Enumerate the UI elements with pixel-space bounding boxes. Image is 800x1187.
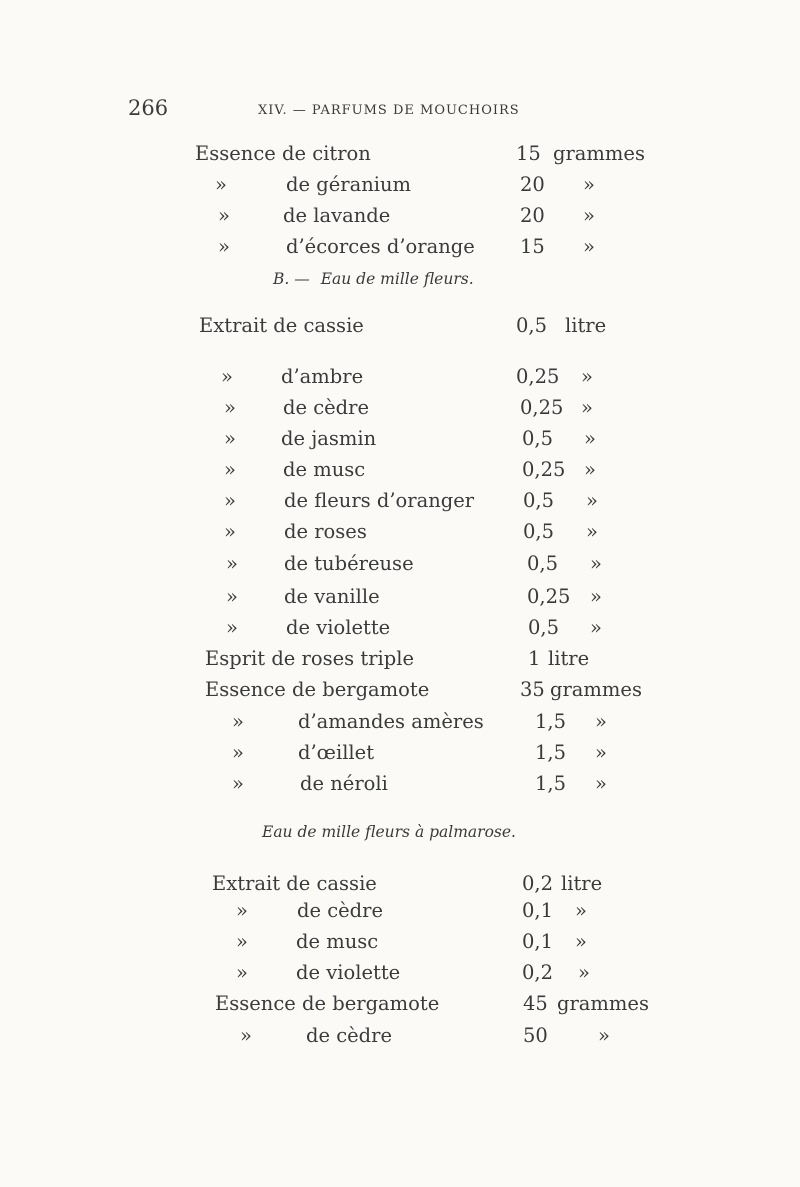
ingredient-quantity: 0,5 bbox=[522, 427, 554, 450]
ditto-mark: » bbox=[224, 396, 236, 419]
ingredient-quantity: 0,5 bbox=[523, 489, 555, 512]
ingredient-name: de néroli bbox=[300, 772, 388, 795]
ingredient-unit: » bbox=[595, 741, 607, 764]
ingredient-name: de cèdre bbox=[283, 396, 370, 419]
ingredient-quantity: 0,25 bbox=[527, 585, 571, 608]
ingredient-name: de fleurs d’oranger bbox=[284, 489, 475, 512]
ingredient-unit: » bbox=[583, 173, 595, 196]
ingredient-name: de géranium bbox=[286, 173, 412, 196]
ingredient-quantity: 0,2 bbox=[522, 961, 554, 984]
ingredient-name: de violette bbox=[286, 616, 391, 639]
ditto-mark: » bbox=[226, 552, 238, 575]
ingredient-unit: litre bbox=[565, 314, 607, 337]
ingredient-unit: grammes bbox=[550, 678, 642, 701]
ingredient-name: de violette bbox=[296, 961, 401, 984]
ingredient-unit: » bbox=[578, 961, 590, 984]
ingredient-name: de cèdre bbox=[306, 1024, 393, 1047]
ingredient-quantity: 0,25 bbox=[522, 458, 566, 481]
ingredient-unit: » bbox=[575, 899, 587, 922]
ingredient-unit: grammes bbox=[557, 992, 649, 1015]
section-heading-title: Eau de mille fleurs à palmarose. bbox=[262, 823, 516, 841]
ingredient-name: d’écorces d’orange bbox=[286, 235, 475, 258]
ditto-mark: » bbox=[236, 961, 248, 984]
ingredient-name: d’ambre bbox=[281, 365, 364, 388]
ingredient-quantity: 50 bbox=[523, 1024, 548, 1047]
ditto-mark: » bbox=[224, 458, 236, 481]
ingredient-name: de vanille bbox=[284, 585, 380, 608]
ingredient-name: de cèdre bbox=[297, 899, 384, 922]
ingredient-name: Essence de bergamote bbox=[205, 678, 430, 701]
ditto-mark: » bbox=[224, 489, 236, 512]
ditto-mark: » bbox=[224, 520, 236, 543]
ingredient-quantity: 45 bbox=[523, 992, 548, 1015]
ingredient-unit: » bbox=[583, 204, 595, 227]
ingredient-name: Extrait de cassie bbox=[212, 872, 377, 895]
ingredient-quantity: 1,5 bbox=[535, 741, 567, 764]
ingredient-quantity: 0,5 bbox=[516, 314, 548, 337]
ingredient-unit: » bbox=[590, 616, 602, 639]
ingredient-name: Essence de bergamote bbox=[215, 992, 440, 1015]
ingredient-quantity: 20 bbox=[520, 173, 545, 196]
ditto-mark: » bbox=[232, 710, 244, 733]
ingredient-name: Extrait de cassie bbox=[199, 314, 364, 337]
ingredient-unit: » bbox=[575, 930, 587, 953]
ingredient-quantity: 15 bbox=[516, 142, 541, 165]
ingredient-unit: » bbox=[581, 396, 593, 419]
section-heading bbox=[273, 270, 474, 288]
ingredient-quantity: 0,5 bbox=[523, 520, 555, 543]
ingredient-quantity: 0,25 bbox=[520, 396, 564, 419]
ingredient-quantity: 1,5 bbox=[535, 772, 567, 795]
section-heading-title: Eau de mille fleurs. bbox=[320, 270, 474, 288]
ingredient-unit: » bbox=[584, 427, 596, 450]
ingredient-name: de tubéreuse bbox=[284, 552, 414, 575]
ingredient-name: de musc bbox=[296, 930, 379, 953]
ingredient-quantity: 1,5 bbox=[535, 710, 567, 733]
ingredient-unit: » bbox=[586, 489, 598, 512]
ingredient-quantity: 0,25 bbox=[516, 365, 560, 388]
ditto-mark: » bbox=[221, 365, 233, 388]
ingredient-unit: » bbox=[590, 585, 602, 608]
ingredient-name: de musc bbox=[283, 458, 366, 481]
ingredient-name: de lavande bbox=[283, 204, 391, 227]
ingredient-name: Esprit de roses triple bbox=[205, 647, 415, 670]
ingredient-unit: » bbox=[584, 458, 596, 481]
ditto-mark: » bbox=[240, 1024, 252, 1047]
ingredient-unit: » bbox=[598, 1024, 610, 1047]
ingredient-unit: litre bbox=[548, 647, 590, 670]
ingredient-quantity: 0,2 bbox=[522, 872, 554, 895]
page-number: 266 bbox=[128, 96, 169, 120]
running-title: XIV. — PARFUMS DE MOUCHOIRS bbox=[258, 103, 520, 118]
ingredient-quantity: 0,1 bbox=[522, 899, 554, 922]
ingredient-name: Essence de citron bbox=[195, 142, 371, 165]
ingredient-unit: » bbox=[586, 520, 598, 543]
ingredient-unit: » bbox=[595, 710, 607, 733]
ditto-mark: » bbox=[236, 899, 248, 922]
ingredient-quantity: 1 bbox=[528, 647, 541, 670]
ingredient-name: de roses bbox=[284, 520, 367, 543]
ingredient-quantity: 35 bbox=[520, 678, 545, 701]
ditto-mark: » bbox=[232, 741, 244, 764]
ingredient-unit: » bbox=[583, 235, 595, 258]
ditto-mark: » bbox=[218, 235, 230, 258]
ingredient-unit: » bbox=[590, 552, 602, 575]
ingredient-name: de jasmin bbox=[281, 427, 377, 450]
section-heading-prefix: B. — bbox=[273, 270, 310, 288]
ingredient-quantity: 0,1 bbox=[522, 930, 554, 953]
ingredient-unit: » bbox=[595, 772, 607, 795]
ditto-mark: » bbox=[224, 427, 236, 450]
ingredient-quantity: 15 bbox=[520, 235, 545, 258]
ditto-mark: » bbox=[236, 930, 248, 953]
ingredient-unit: litre bbox=[561, 872, 603, 895]
ingredient-name: d’amandes amères bbox=[298, 710, 484, 733]
ditto-mark: » bbox=[226, 616, 238, 639]
ingredient-unit: grammes bbox=[553, 142, 645, 165]
ditto-mark: » bbox=[232, 772, 244, 795]
ingredient-quantity: 20 bbox=[520, 204, 545, 227]
ditto-mark: » bbox=[218, 204, 230, 227]
ditto-mark: » bbox=[226, 585, 238, 608]
ditto-mark: » bbox=[215, 173, 227, 196]
ingredient-quantity: 0,5 bbox=[528, 616, 560, 639]
ingredient-name: d’œillet bbox=[298, 741, 375, 764]
ingredient-quantity: 0,5 bbox=[527, 552, 559, 575]
ingredient-unit: » bbox=[581, 365, 593, 388]
